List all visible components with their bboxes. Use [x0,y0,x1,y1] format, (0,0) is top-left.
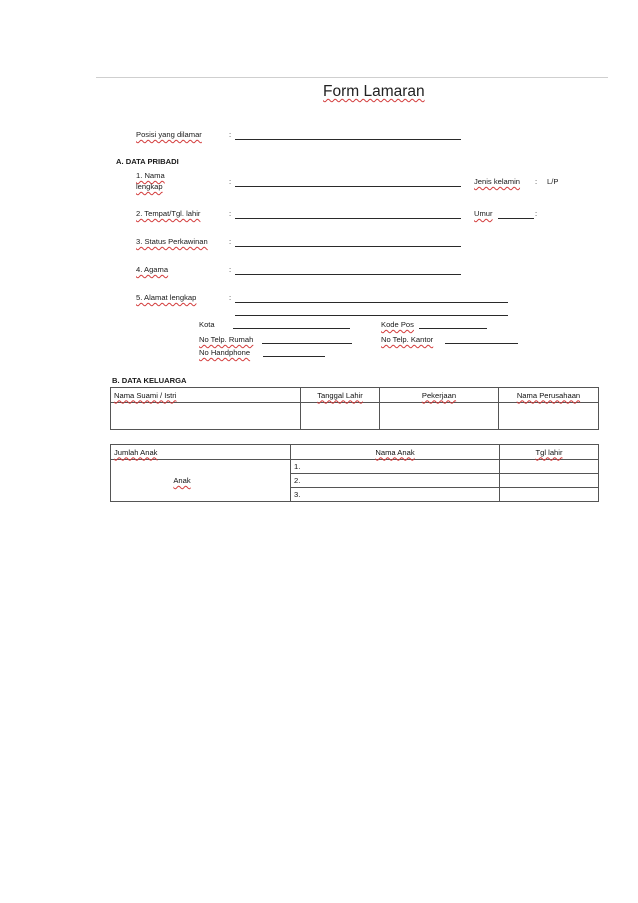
address-input-line-2[interactable] [235,315,508,316]
marital-label: 3. Status Perkawinan [136,237,208,246]
address-colon: : [229,293,232,302]
postal-label: Kode Pos [381,320,414,329]
religion-label: 4. Agama [136,265,169,274]
gender-options: L/P [547,177,559,186]
child-birthdate-2[interactable] [500,474,599,488]
address-label: 5. Alamat lengkap [136,293,197,302]
spouse-header-occupation: Pekerjaan [380,388,499,403]
spouse-cell-company[interactable] [499,403,599,430]
children-table [110,444,599,502]
section-b-heading: B. DATA KELUARGA [112,376,187,385]
spouse-header-name: Nama Suami / Istri [111,388,301,403]
children-row-label: Anak [111,460,291,502]
office-phone-input-line[interactable] [445,343,518,344]
religion-input-line[interactable] [235,274,461,275]
position-input-line[interactable] [235,139,461,140]
birth-colon: : [229,209,232,218]
birth-input-line[interactable] [235,218,461,219]
birth-label: 2. Tempat/Tgl. lahir [136,209,201,218]
home-phone-input-line[interactable] [262,343,352,344]
section-a-heading: A. DATA PRIBADI [116,157,179,166]
handphone-label: No Handphone [199,348,251,357]
spouse-cell-occupation[interactable] [380,403,499,430]
city-label: Kota [199,320,215,329]
marital-input-line[interactable] [235,246,461,247]
gender-colon: : [535,177,538,186]
age-input-line[interactable] [498,218,534,219]
spouse-header-birthdate: Tanggal Lahir [301,388,380,403]
child-name-2[interactable]: 2. [291,474,500,488]
position-label: Posisi yang dilamar [136,130,202,139]
name-input-line[interactable] [235,186,461,187]
religion-colon: : [229,265,232,274]
form-title: Form Lamaran [323,83,425,100]
position-colon: : [229,130,232,139]
office-phone-label: No Telp. Kantor [381,335,434,344]
child-name-3[interactable]: 3. [291,488,500,502]
gender-label: Jenis kelamin [474,177,521,186]
spouse-header-company: Nama Perusahaan [499,388,599,403]
children-header-birthdate: Tgl lahir [500,445,599,460]
name-label-line2: lengkap [136,182,163,191]
name-colon: : [229,177,232,186]
top-divider [96,77,608,78]
handphone-input-line[interactable] [263,356,325,357]
child-name-1[interactable]: 1. [291,460,500,474]
children-header-count: Jumlah Anak [111,445,291,460]
city-input-line[interactable] [233,328,350,329]
child-birthdate-3[interactable] [500,488,599,502]
spouse-cell-name[interactable] [111,403,301,430]
age-colon: : [535,209,538,218]
spouse-cell-birthdate[interactable] [301,403,380,430]
children-header-name: Nama Anak [291,445,500,460]
age-label: Umur [474,209,493,218]
spouse-table [110,387,599,430]
child-birthdate-1[interactable] [500,460,599,474]
postal-input-line[interactable] [419,328,487,329]
address-input-line-1[interactable] [235,302,508,303]
name-label-line1: 1. Nama [136,171,165,180]
marital-colon: : [229,237,232,246]
home-phone-label: No Telp. Rumah [199,335,254,344]
